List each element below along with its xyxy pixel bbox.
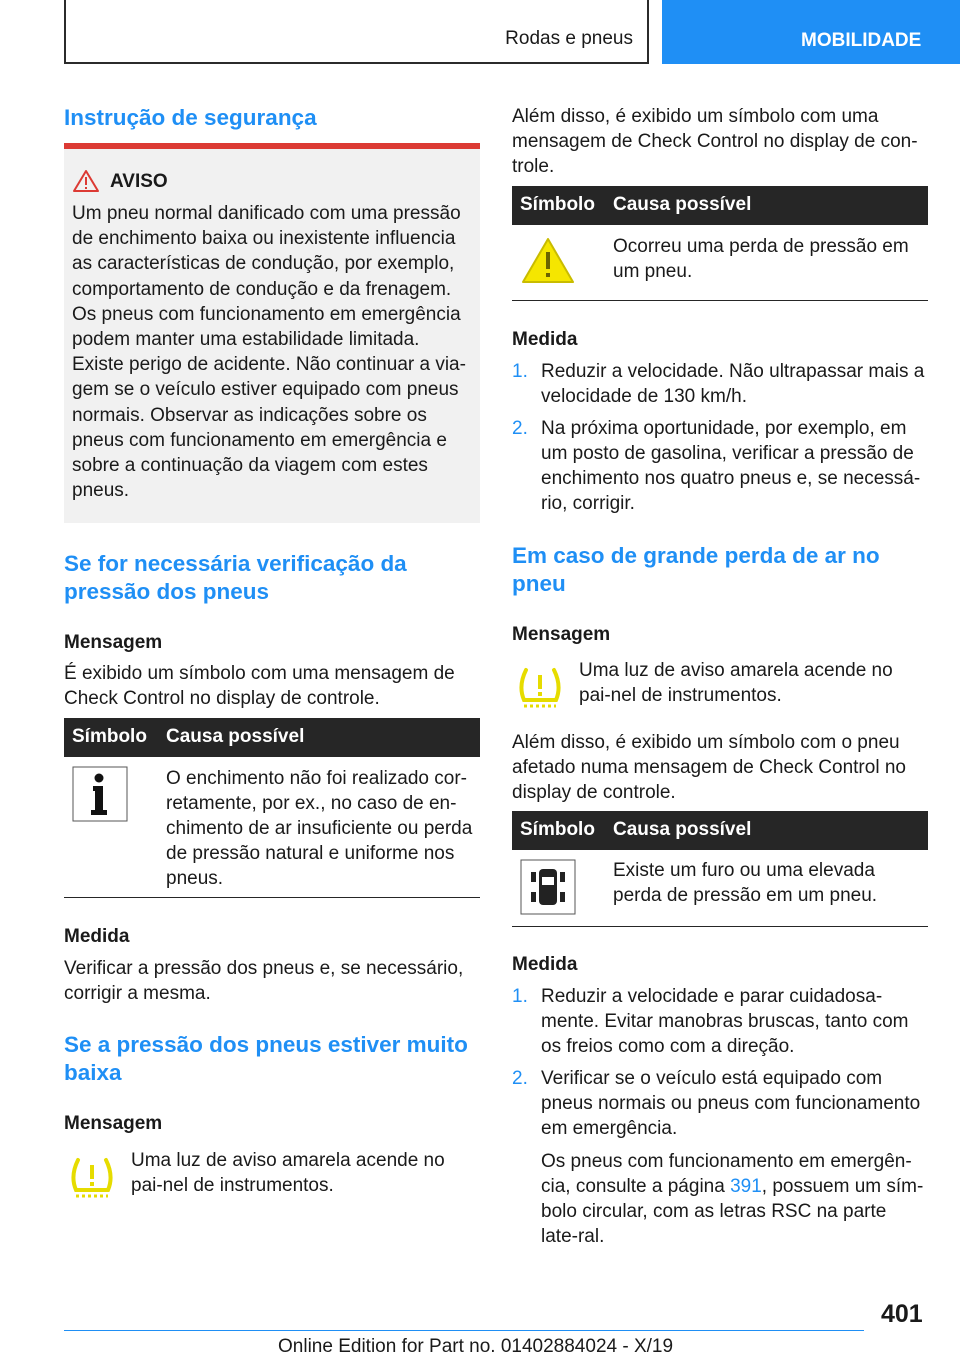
- table-col-cause: Causa possível: [166, 726, 305, 747]
- table-col-symbol: Símbolo: [72, 726, 147, 747]
- message-text: É exibido um símbolo com uma mensagem de Check Control no display de controle.: [64, 663, 455, 709]
- list-item-text: Reduzir a velocidade e parar cuidadosa-mente. Evitar manobras bruscas, tanto com os freios como com a direção.: [541, 986, 909, 1057]
- header-chapter-label: MOBILIDADE: [801, 30, 922, 51]
- list-item-text: Reduzir a velocidade. Não ultrapassar mais a velocidade de 130 km/h.: [541, 361, 925, 407]
- page-link[interactable]: 391: [730, 1176, 762, 1197]
- table-cause-text: Ocorreu uma perda de pressão em um pneu.: [613, 236, 909, 282]
- heading-low-pressure: Se a pressão dos pneus estiver muito baixa: [64, 1032, 468, 1085]
- table-col-cause: Causa possível: [613, 819, 752, 840]
- message-text: Uma luz de aviso amarela acende no pai-nel de instrumentos.: [131, 1150, 445, 1196]
- measure-label: Medida: [64, 926, 130, 947]
- list-item-text: Verificar se o veículo está equipado com pneus normais ou pneus com funcionamento em emergência.: [541, 1068, 921, 1139]
- warning-box: [64, 149, 480, 523]
- list-item-number: 1.: [512, 986, 528, 1007]
- info-icon: [72, 766, 128, 827]
- table-cause-text: Existe um furo ou uma elevada perda de pressão em um pneu.: [613, 860, 878, 906]
- also-text: Além disso, é exibido um símbolo com o pneu afetado numa mensagem de Check Control no display de controle.: [512, 732, 906, 803]
- warning-text: Um pneu normal danificado com uma pressão de enchimento baixa ou inexistente influencia as características de condução, por exemplo, comportamento de condução e da frenagem. Os pneus com funcionamento em emergência podem manter uma estabilidade limitada. Existe perigo de acidente. Não continuar a via-gem se o veículo estiver equipado com pneus normais. Observar as indicações sobre os pneus com funcionamento em emergência e sobre a continuação da viagem com estes pneus.: [72, 203, 466, 502]
- note-post: , possuem um sím-bolo circular, com as letras RSC na parte late-ral.: [541, 1176, 924, 1247]
- table-bottom-rule: [512, 300, 928, 301]
- list-item-number: 2.: [512, 418, 528, 439]
- intro-text: Além disso, é exibido um símbolo com uma mensagem de Check Control no display de con-trole.: [512, 106, 918, 177]
- list-item-number: 1.: [512, 361, 528, 382]
- note-text: [541, 1149, 927, 1249]
- table-header: [64, 718, 480, 757]
- table-cause-text: O enchimento não foi realizado cor-retamente, por ex., no caso de en-chimento de ar insuficiente ou perda de pressão natural e uniforme nos pneus.: [166, 768, 473, 889]
- tire-pressure-warning-icon: [516, 666, 564, 717]
- message-text: Uma luz de aviso amarela acende no pai-nel de instrumentos.: [579, 660, 893, 706]
- measure-text: Verificar a pressão dos pneus e, se necessário, corrigir a mesma.: [64, 958, 464, 1004]
- message-label: Mensagem: [512, 624, 611, 645]
- footer-rule: [64, 1330, 864, 1331]
- note-pre: Os pneus com funcionamento em emergên-cia, consulte a página: [541, 1151, 912, 1197]
- message-label: Mensagem: [64, 1113, 163, 1134]
- tire-pressure-warning-icon: [68, 1156, 116, 1207]
- message-label: Mensagem: [64, 632, 163, 653]
- warning-triangle-icon: [72, 169, 100, 198]
- heading-check-pressure: Se for necessária verificação da pressão dos pneus: [64, 551, 407, 604]
- list-item-number: 2.: [512, 1068, 528, 1089]
- warning-triangle-icon: [520, 236, 576, 291]
- header-section-box: [64, 0, 649, 64]
- table-bottom-rule: [64, 897, 480, 898]
- heading-big-loss: Em caso de grande perda de ar no pneu: [512, 543, 880, 596]
- heading-safety: Instrução de segurança: [64, 105, 317, 130]
- table-header: [512, 186, 928, 225]
- list-item-text: Na próxima oportunidade, por exemplo, em um posto de gasolina, verificar a pressão de enchimento nos quatro pneus e, se necessá-rio, corrigir.: [541, 418, 921, 514]
- table-col-symbol: Símbolo: [520, 819, 595, 840]
- table-bottom-rule: [512, 926, 928, 927]
- table-col-cause: Causa possível: [613, 194, 752, 215]
- warning-label: AVISO: [110, 171, 168, 192]
- table-col-symbol: Símbolo: [520, 194, 595, 215]
- page-number: 401: [881, 1300, 923, 1328]
- header-section-title: Rodas e pneus: [505, 28, 633, 49]
- measure-label: Medida: [512, 954, 578, 975]
- header-chapter-tab[interactable]: [662, 0, 960, 64]
- footer-edition: Online Edition for Part no. 01402884024 - X/19: [278, 1336, 674, 1357]
- measure-label: Medida: [512, 329, 578, 350]
- car-tire-icon: [520, 859, 576, 920]
- table-header: [512, 811, 928, 850]
